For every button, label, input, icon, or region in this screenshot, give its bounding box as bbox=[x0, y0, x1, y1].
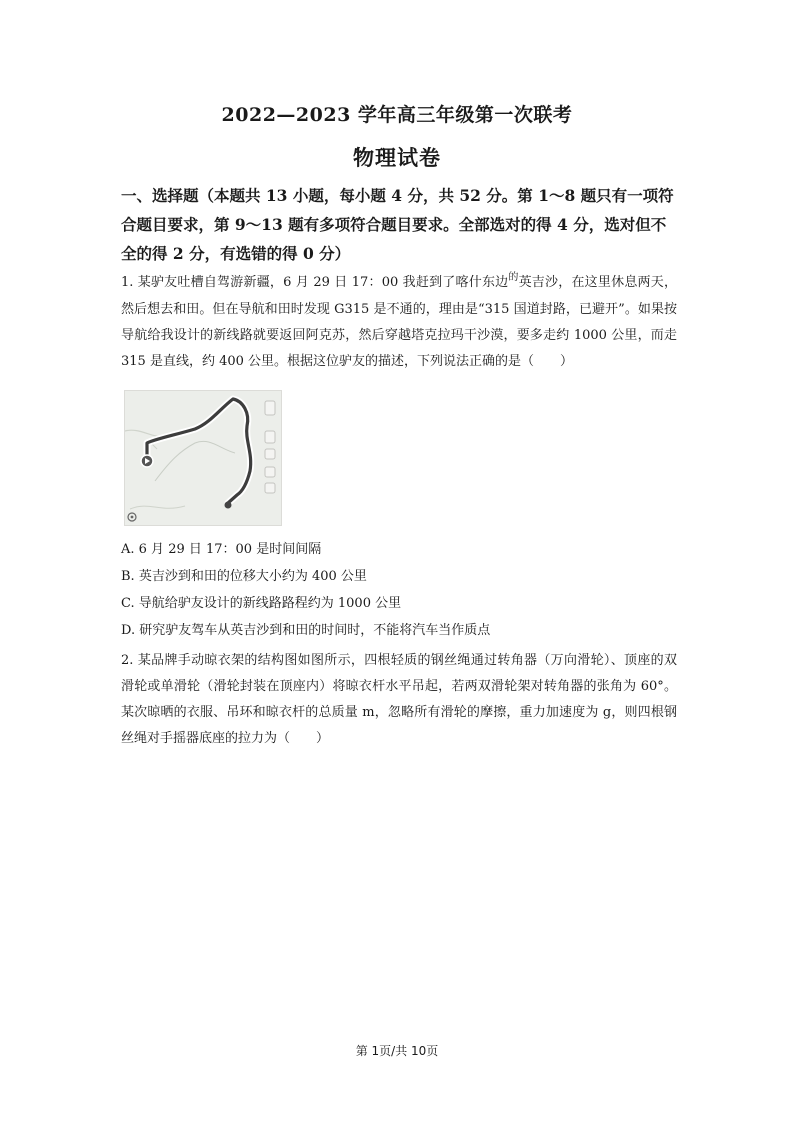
exam-subject: 物理试卷 bbox=[353, 145, 441, 170]
question-1-stem-part1: 1. 某驴友吐槽自驾游新疆，6 月 29 日 17：00 我赶到了喀什东边 bbox=[121, 275, 509, 290]
question-1-option-b: B. 英吉沙到和田的位移大小约为 400 公里 bbox=[121, 569, 367, 584]
map-route-drawing bbox=[125, 391, 281, 525]
question-2-stem: 2. 某品牌手动晾衣架的结构图如图所示，四根轻质的钢丝绳通过转角器（万向滑轮）、顶座的双滑轮或单滑轮（滑轮封装在顶座内）将晾衣杆水平吊起，若两双滑轮架对转角器的张角为 60°。某次晾晒的衣服、吊环和晾衣杆的总质量 m，忽略所有滑轮的摩擦，重力加速度为 g，则四根钢丝绳对手摇器底座的拉力为（ ） bbox=[121, 653, 677, 746]
question-1-stem-part2: 英吉沙，在这里休息两天，然后想去和田。但在导航和田时发现 G315 是不通的，理由是“315 国道封路，已避开”。如果按导航给我设计的新线路就要返回阿克苏，然后穿越塔克拉玛干沙漠，要多走约 1000 公里，而走 315 是直线，约 400 公里。根据这位驴友的描述，下列说法正确的是（ ） bbox=[121, 275, 677, 369]
page-number: 第 1页/共 10页 bbox=[355, 1044, 439, 1058]
question-1-stem bbox=[121, 270, 677, 375]
exam-title: 2022—2023 学年高三年级第一次联考 bbox=[221, 104, 573, 126]
question-1-option-c: C. 导航给驴友设计的新线路路程约为 1000 公里 bbox=[121, 596, 402, 611]
question-1-option-a: A. 6 月 29 日 17：00 是时间间隔 bbox=[121, 542, 322, 557]
navigation-map-image bbox=[124, 390, 282, 526]
section-heading: 一、选择题（本题共 13 小题，每小题 4 分，共 52 分。第 1～8 题只有一项符合题目要求，第 9～13 题有多项符合题目要求。全部选对的得 4 分，选对但不全的得 2 分，有选错的得 0 分） bbox=[121, 186, 674, 263]
question-1-option-d: D. 研究驴友驾车从英吉沙到和田的时间时，不能将汽车当作质点 bbox=[121, 623, 491, 638]
question-1-superscript-char: 的 bbox=[508, 272, 519, 283]
